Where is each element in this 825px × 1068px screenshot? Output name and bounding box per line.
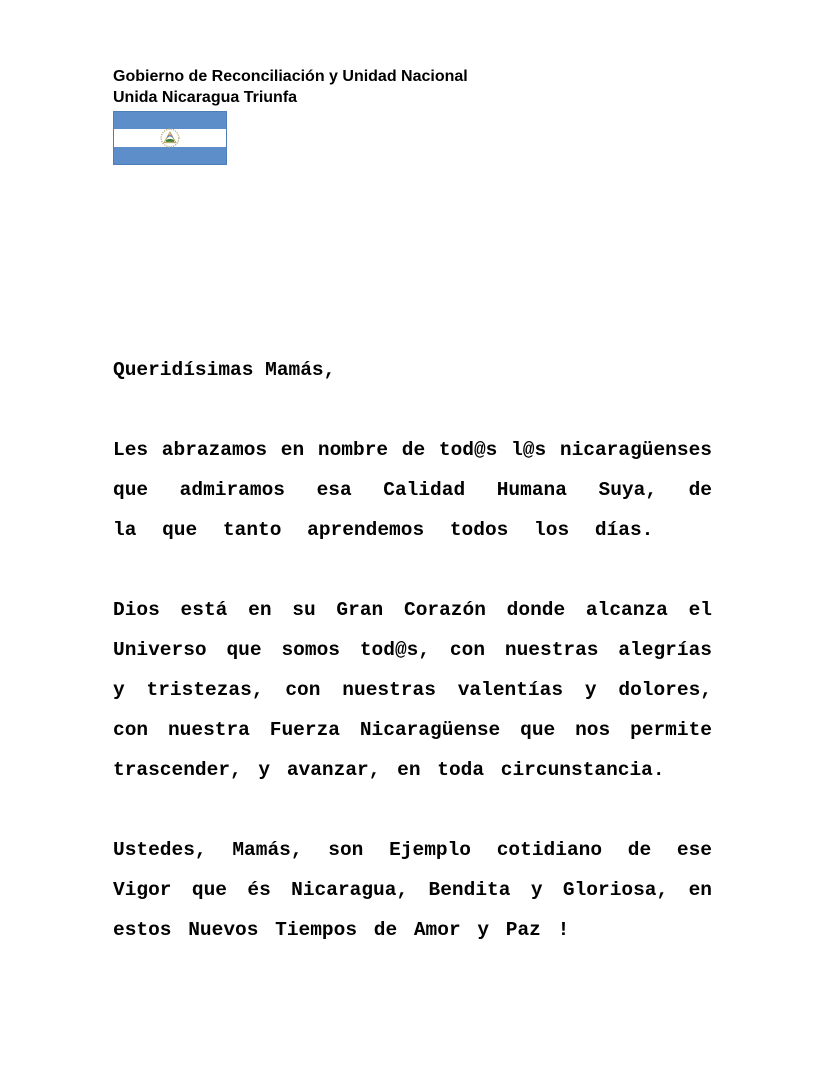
letter-line: Ustedes, Mamás, son Ejemplo cotidiano de ese xyxy=(113,839,712,861)
letter-line: que admiramos esa Calidad Humana Suya, de xyxy=(113,479,712,501)
letter-line: Universo que somos tod@s, con nuestras alegrías xyxy=(113,639,712,661)
salutation: Queridísimas Mamás, xyxy=(113,359,336,381)
paragraph-2 xyxy=(113,590,712,790)
letter-line: con nuestra Fuerza Nicaragüense que nos permite xyxy=(113,719,712,741)
letterhead xyxy=(113,66,733,108)
letterhead-title: Gobierno de Reconciliación y Unidad Nacional xyxy=(113,68,468,85)
letter-line: estos Nuevos Tiempos de Amor y Paz ! xyxy=(113,919,570,941)
letter-body xyxy=(113,350,712,950)
nicaragua-coat-of-arms-icon xyxy=(157,125,183,151)
letter-line: Les abrazamos en nombre de tod@s l@s nicaragüenses xyxy=(113,439,712,461)
nicaragua-flag xyxy=(113,111,227,165)
letterhead-slogan: Unida Nicaragua Triunfa xyxy=(113,89,298,106)
paragraph-1 xyxy=(113,430,712,550)
letter-line: Dios está en su Gran Corazón donde alcanza el xyxy=(113,599,712,621)
flag-stripe-middle xyxy=(114,129,226,146)
letter-line: trascender, y avanzar, en toda circunstancia. xyxy=(113,759,665,781)
letter-line: Vigor que és Nicaragua, Bendita y Gloriosa, en xyxy=(113,879,712,901)
paragraph-3 xyxy=(113,830,712,950)
letter-line: y tristezas, con nuestras valentías y dolores, xyxy=(113,679,712,701)
letter-line: la que tanto aprendemos todos los días. xyxy=(113,519,654,541)
